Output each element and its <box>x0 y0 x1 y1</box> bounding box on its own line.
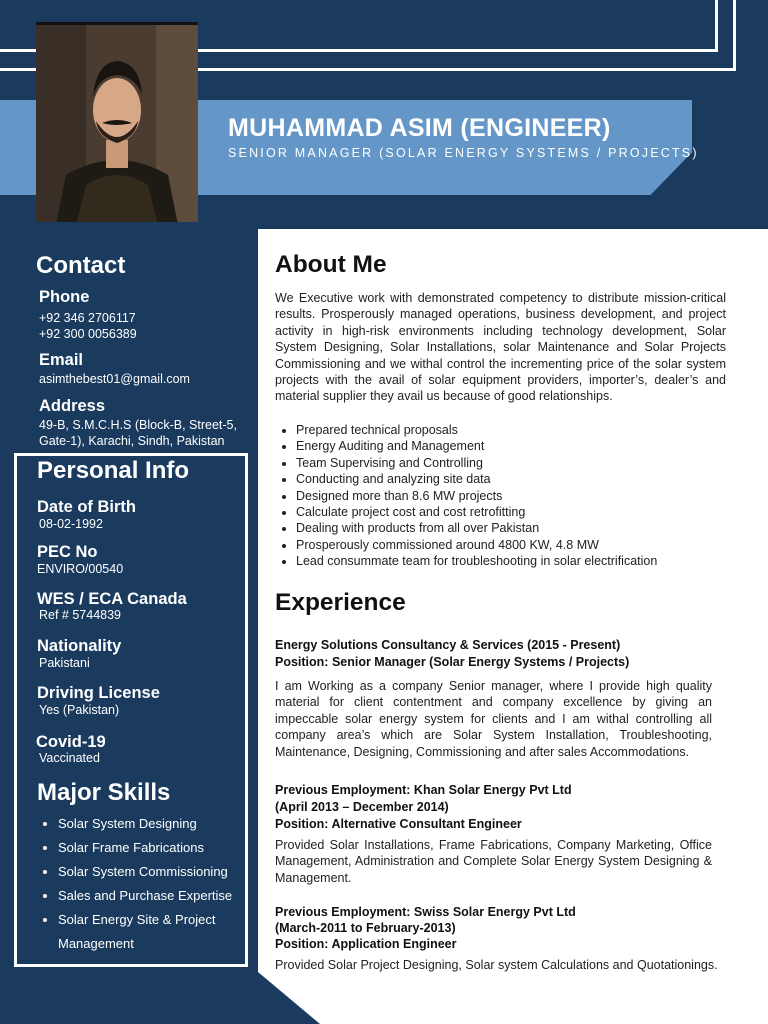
phone-number-1: +92 346 2706117 <box>39 311 136 325</box>
personal-info-heading: Personal Info <box>37 457 190 484</box>
job-2-dates: (April 2013 – December 2014) <box>275 800 449 814</box>
driving-license-label: Driving License <box>37 684 160 702</box>
nationality-label: Nationality <box>37 637 122 655</box>
job-3-description: Provided Solar Project Designing, Solar system Calculations and Quotationings. <box>275 958 718 972</box>
nationality-value: Pakistani <box>39 656 90 670</box>
phone-label: Phone <box>39 288 90 306</box>
experience-heading: Experience <box>275 589 406 616</box>
wes-label: WES / ECA Canada <box>37 590 187 608</box>
skill-item: • Solar Energy Site & Project <box>58 908 232 932</box>
about-bullet: • Calculate project cost and cost retrofitting <box>296 504 657 520</box>
person-portrait-icon <box>36 25 198 222</box>
skill-item: • Solar System Designing <box>58 812 232 836</box>
phone-number-2: +92 300 0056389 <box>39 327 137 341</box>
job-3-company: Previous Employment: Swiss Solar Energy Pvt Ltd <box>275 905 576 919</box>
contact-heading: Contact <box>36 252 126 279</box>
about-bullet: • Prosperously commissioned around 4800 KW, 4.8 MW <box>296 537 657 553</box>
about-bullet: • Lead consummate team for troubleshooting in solar electrification <box>296 553 657 569</box>
job-3-position: Position: Application Engineer <box>275 937 457 951</box>
skill-item: • Solar System Commissioning <box>58 860 232 884</box>
about-heading: About Me <box>275 251 387 278</box>
about-paragraph: We Executive work with demonstrated competency to distribute mission-critical results. Prosperously managed operations, business development, and project activity in high-risk environments including technology development, Solar System Designing, Solar Installations, solar Maintenance and Solar Projects Commissioning and we withal control the incrementing price of the solar system projects with the avail of solar equipment providers, importer’s, dealer’s and material supplier they avail us because of good relationships. <box>275 291 726 404</box>
about-bullet-list <box>278 422 657 570</box>
driving-license-value: Yes (Pakistan) <box>39 703 120 717</box>
job-1-company: Energy Solutions Consultancy & Services (2015 - Present) <box>275 638 621 652</box>
email-address: asimthebest01@gmail.com <box>39 372 190 386</box>
about-bullet: • Team Supervising and Controlling <box>296 455 657 471</box>
email-label: Email <box>39 351 84 369</box>
skill-item: • Sales and Purchase Expertise <box>58 884 232 908</box>
skills-heading: Major Skills <box>37 779 171 806</box>
address-line-1: 49-B, S.M.C.H.S (Block-B, Street-5, <box>39 418 237 432</box>
job-2-description: Provided Solar Installations, Frame Fabrications, Company Marketing, Office Management, Administration and Complete Solar Energy System Designing & Management. <box>275 838 712 885</box>
wes-value: Ref # 5744839 <box>39 608 122 622</box>
job-2-company: Previous Employment: Khan Solar Energy Pvt Ltd <box>275 783 572 797</box>
dob-label: Date of Birth <box>37 498 136 516</box>
covid-value: Vaccinated <box>39 751 100 765</box>
about-bullet: • Designed more than 8.6 MW projects <box>296 488 657 504</box>
candidate-title: SENIOR MANAGER (SOLAR ENERGY SYSTEMS / PROJECTS) <box>228 146 699 160</box>
candidate-name: MUHAMMAD ASIM (ENGINEER) <box>228 114 611 142</box>
skill-item: • Solar Frame Fabrications <box>58 836 232 860</box>
address-label: Address <box>39 397 106 415</box>
profile-photo <box>36 22 198 222</box>
skills-list <box>40 812 232 956</box>
job-3-dates: (March-2011 to February-2013) <box>275 921 456 935</box>
about-bullet: • Energy Auditing and Management <box>296 438 657 454</box>
pec-value: ENVIRO/00540 <box>37 562 124 576</box>
job-1-position: Position: Senior Manager (Solar Energy Systems / Projects) <box>275 655 630 669</box>
job-2-position: Position: Alternative Consultant Engineer <box>275 817 522 831</box>
job-1-description: I am Working as a company Senior manager, where I provide high quality material for client contentment and company excellence by giving an impeccable solar energy system for clients and I am withal controlling all company area’s which are Solar System Installation, Troubleshooting, Maintenance, Designing, Commissioning and after sales Accommodations. <box>275 679 712 759</box>
about-bullet: • Dealing with products from all over Pakistan <box>296 520 657 536</box>
address-line-2: Gate-1), Karachi, Sindh, Pakistan <box>39 434 225 448</box>
covid-label: Covid-19 <box>36 733 106 751</box>
about-bullet: • Prepared technical proposals <box>296 422 657 438</box>
pec-label: PEC No <box>37 543 98 561</box>
about-bullet: • Conducting and analyzing site data <box>296 471 657 487</box>
skill-item: Management <box>58 936 134 951</box>
dob-value: 08-02-1992 <box>39 517 103 531</box>
